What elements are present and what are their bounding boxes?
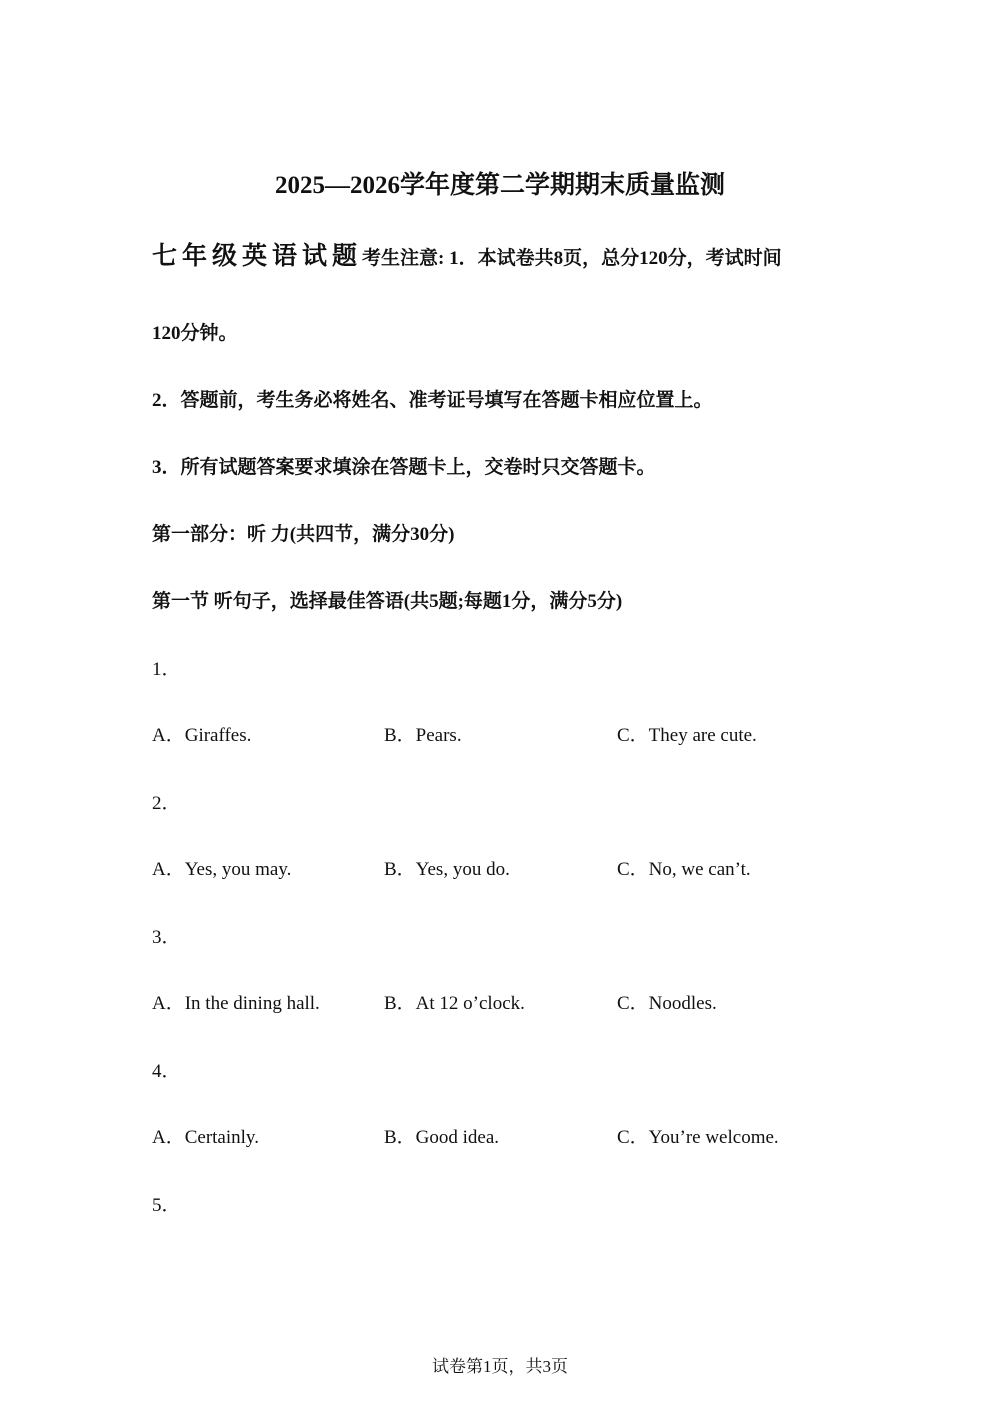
page-footer: 试卷第1页，共3页 bbox=[432, 1357, 568, 1376]
option-a: A．Giraffes. bbox=[152, 725, 252, 746]
question-number: 5． bbox=[152, 1195, 181, 1216]
exam-title: 2025—2026学年度第二学期期末质量监测 bbox=[274, 172, 725, 199]
part-1-heading: 第一部分：听 力(共四节，满分30分) bbox=[152, 524, 455, 545]
question-number: 1． bbox=[152, 659, 181, 680]
notice-item-1-continued: 120分钟。 bbox=[152, 323, 238, 344]
question-number: 2． bbox=[152, 793, 181, 814]
option-c: C．You’re welcome. bbox=[617, 1127, 779, 1148]
option-b: B．Yes, you do. bbox=[384, 859, 510, 880]
option-a: A．Yes, you may. bbox=[152, 859, 292, 880]
grade-subject-line bbox=[152, 240, 782, 277]
option-b: B．At 12 o’clock. bbox=[384, 993, 525, 1014]
option-b: B．Pears. bbox=[384, 725, 462, 746]
option-a: A．In the dining hall. bbox=[152, 993, 320, 1014]
grade-subject: 七年级英语试题 bbox=[152, 243, 363, 270]
notice-item-1: 考生注意: 1．本试卷共8页，总分120分，考试时间 bbox=[362, 248, 782, 269]
option-b: B．Good idea. bbox=[384, 1127, 500, 1148]
notice-item-2: 2．答题前，考生务必将姓名、准考证号填写在答题卡相应位置上。 bbox=[152, 390, 713, 411]
option-c: C．Noodles. bbox=[617, 993, 717, 1014]
option-c: C．They are cute. bbox=[617, 725, 757, 746]
question-number: 3． bbox=[152, 927, 181, 948]
option-c: C．No, we can’t. bbox=[617, 859, 751, 880]
question-number: 4． bbox=[152, 1061, 181, 1082]
option-a: A．Certainly. bbox=[152, 1127, 259, 1148]
notice-item-3: 3．所有试题答案要求填涂在答题卡上，交卷时只交答题卡。 bbox=[152, 457, 656, 478]
section-1-heading: 第一节 听句子，选择最佳答语(共5题;每题1分，满分5分) bbox=[152, 591, 623, 612]
